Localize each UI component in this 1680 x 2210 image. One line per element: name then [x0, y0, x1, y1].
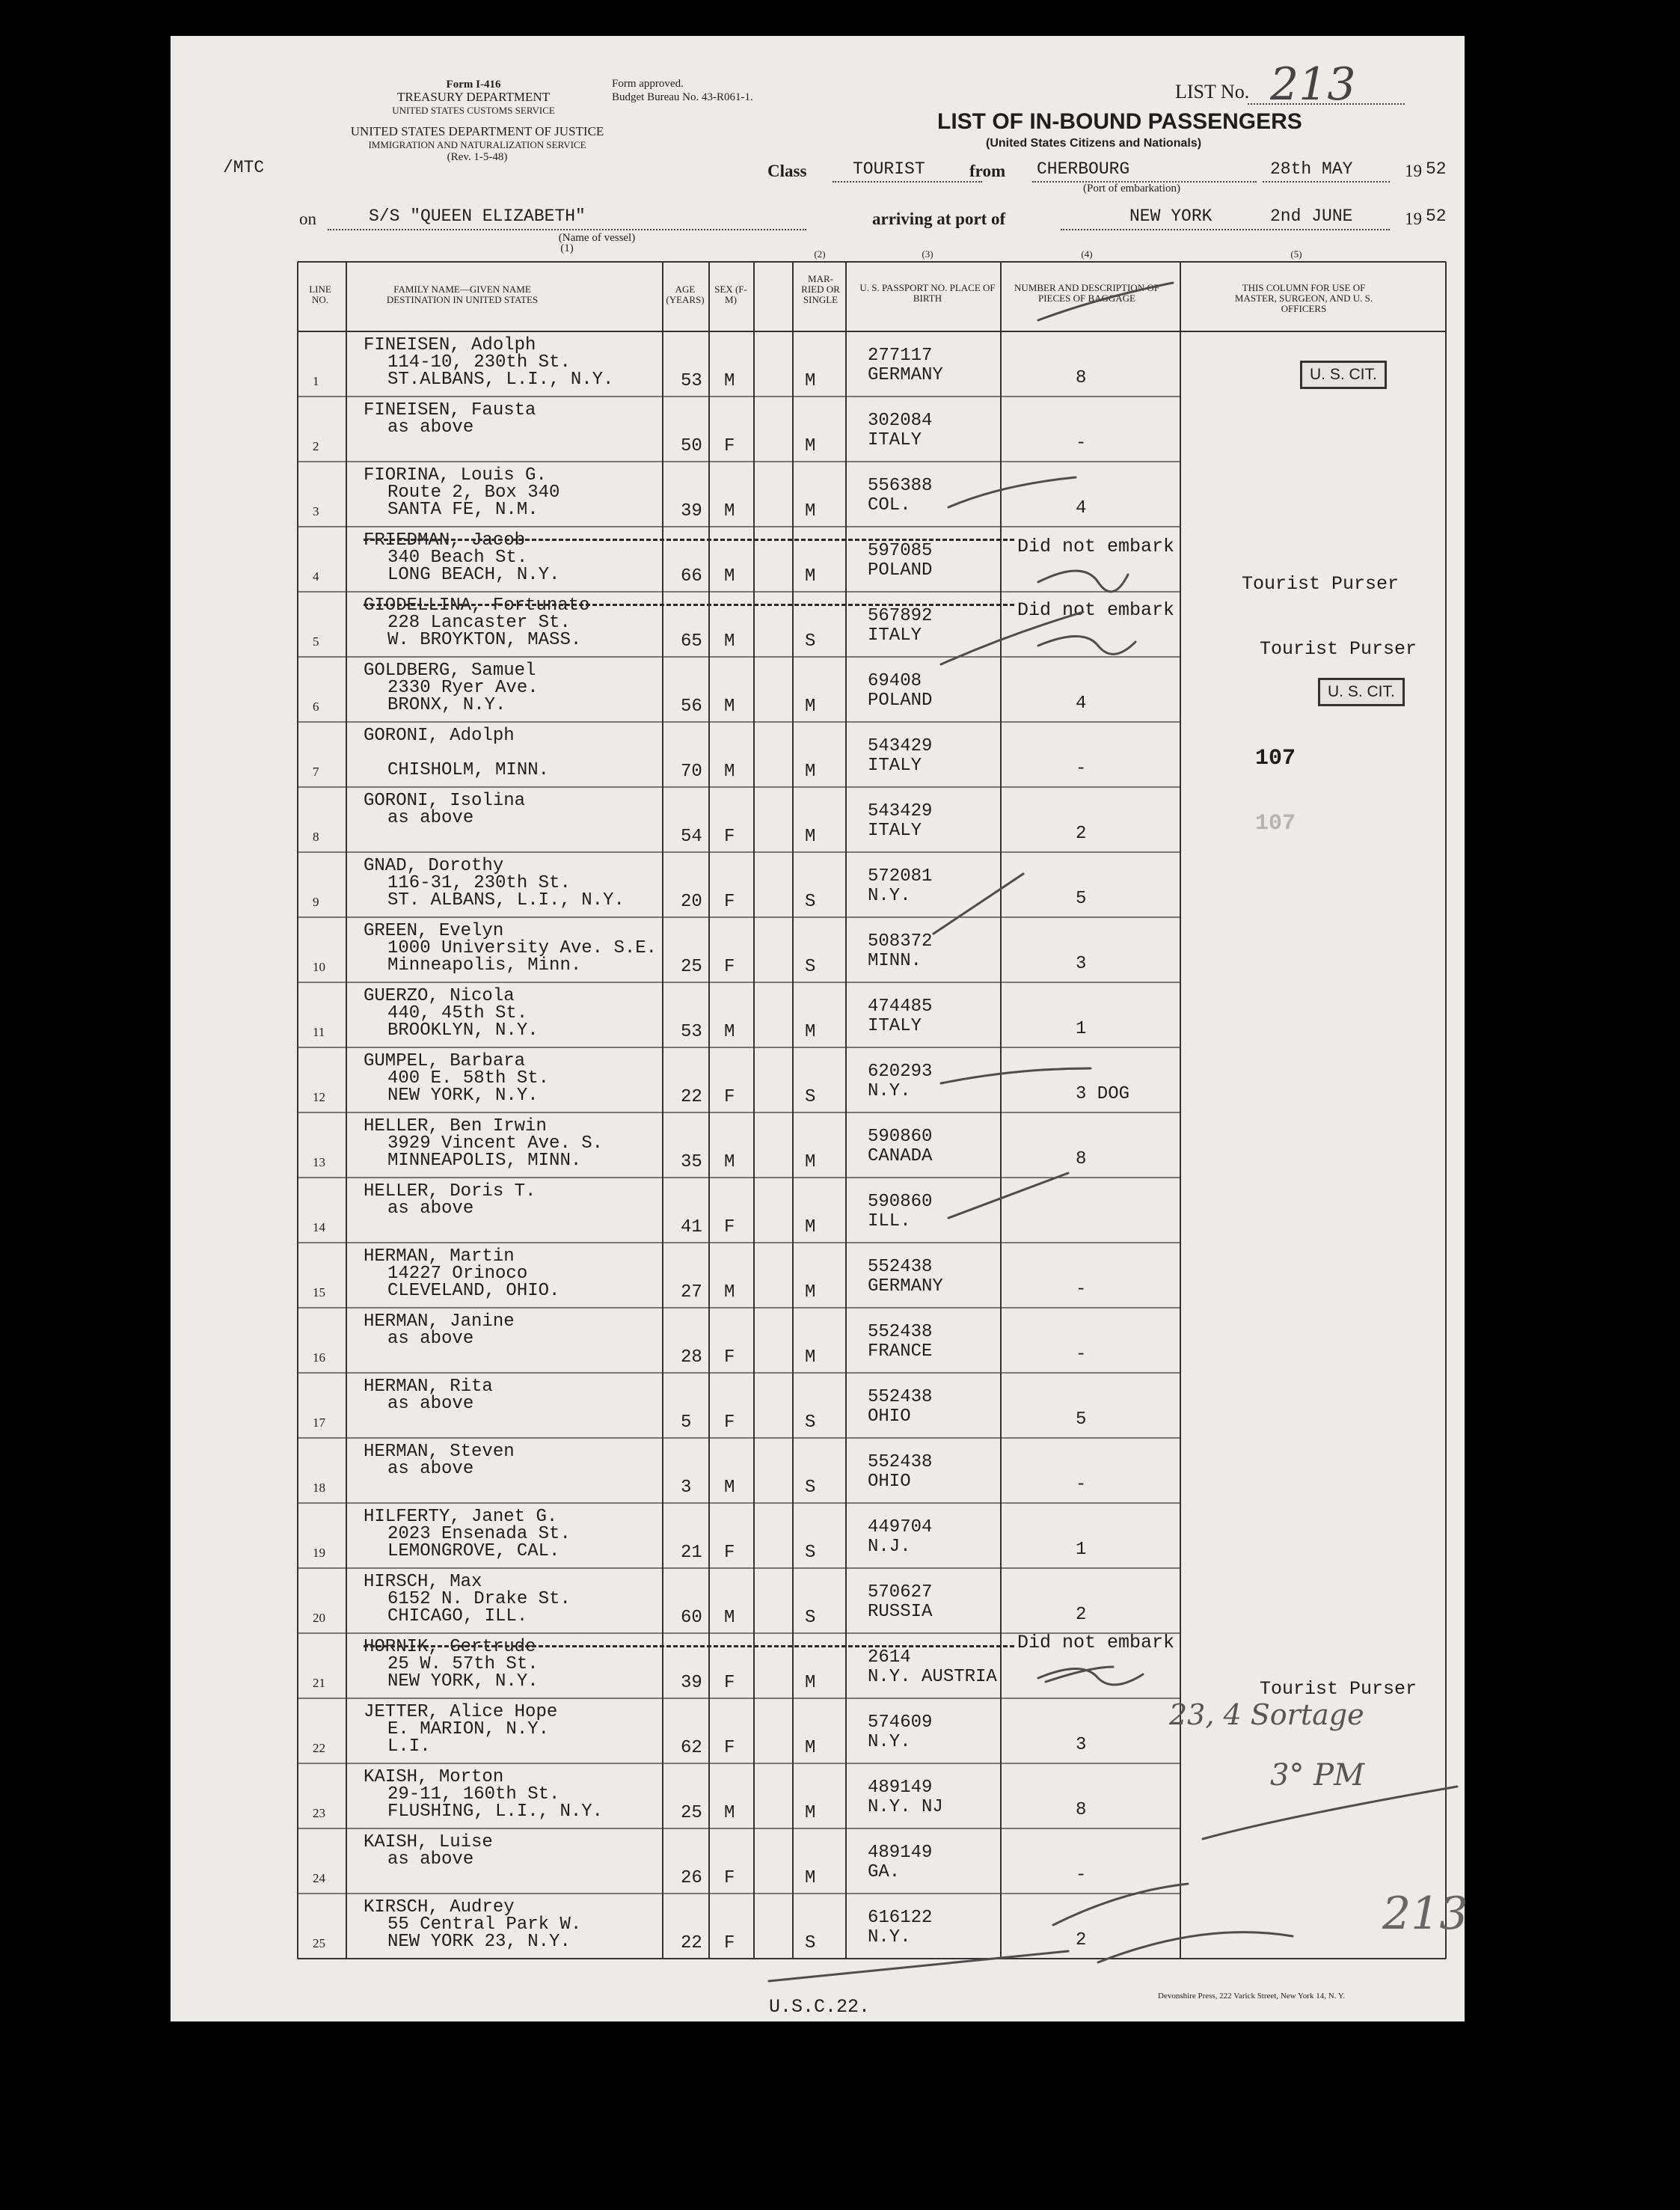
- tourist-purser-note: Tourist Purser: [1260, 638, 1417, 660]
- passport-number: 570627: [868, 1582, 933, 1603]
- address-line-1: 400 E. 58th St.: [387, 1068, 550, 1089]
- marital-status: M: [805, 1673, 816, 1693]
- passenger-name: GIODELLINA, Fortunato: [364, 596, 590, 616]
- age: 22: [681, 1933, 702, 1953]
- place-of-birth: N.Y.: [868, 1081, 911, 1101]
- line-number: 5: [313, 634, 319, 649]
- age: 3: [681, 1478, 692, 1498]
- baggage: -: [1076, 433, 1087, 453]
- ins-label: IMMIGRATION AND NATURALIZATION SERVICE: [368, 139, 586, 150]
- marital-status: M: [805, 1217, 816, 1237]
- address-line-1: 3929 Vincent Ave. S.: [387, 1133, 604, 1154]
- line-number: 16: [313, 1350, 325, 1365]
- port-caption: (Port of embarkation): [1083, 183, 1180, 195]
- address-line-1: 55 Central Park W.: [387, 1914, 582, 1935]
- col-header-passport: U. S. PASSPORT NO. PLACE OF BIRTH: [859, 282, 996, 304]
- age: 56: [681, 697, 702, 717]
- from-value: CHERBOURG: [1037, 159, 1130, 179]
- sex: F: [724, 892, 735, 912]
- address-line-2: CHISHOLM, MINN.: [387, 760, 550, 780]
- age: 62: [681, 1738, 702, 1758]
- address-line-2: L.I.: [387, 1736, 431, 1757]
- line-number: 3: [313, 504, 319, 518]
- sex: M: [724, 1608, 735, 1628]
- place-of-birth: N.Y.: [868, 886, 911, 906]
- age: 53: [681, 371, 702, 391]
- sex: F: [724, 1543, 735, 1563]
- passenger-name: GUERZO, Nicola: [364, 986, 515, 1006]
- list-no-label: LIST No.: [1175, 81, 1250, 102]
- baggage: 3: [1076, 1735, 1087, 1755]
- age: 27: [681, 1282, 702, 1303]
- marital-status: M: [805, 1347, 816, 1368]
- baggage: 5: [1076, 889, 1087, 909]
- marital-status: M: [805, 1282, 816, 1303]
- line-number: 2: [313, 439, 319, 453]
- place-of-birth: N.Y. AUSTRIA: [868, 1667, 997, 1687]
- baggage: -: [1076, 1475, 1087, 1495]
- address-line-2: BROOKLYN, N.Y.: [387, 1020, 539, 1041]
- page-title: LIST OF IN-BOUND PASSENGERS: [937, 109, 1302, 134]
- sex: F: [724, 1412, 735, 1433]
- passport-number: 277117: [868, 346, 933, 366]
- baggage: 5: [1076, 1409, 1087, 1430]
- arrival-day: 2nd JUNE: [1270, 206, 1353, 226]
- address-line-1: as above: [387, 1849, 474, 1870]
- line-number: 7: [313, 765, 319, 779]
- column-1-number: (1): [560, 242, 574, 254]
- passport-number: 590860: [868, 1127, 933, 1147]
- arrival-year-suffix: 52: [1426, 206, 1447, 226]
- age: 21: [681, 1543, 702, 1563]
- baggage: -: [1076, 1865, 1087, 1885]
- passenger-name: HELLER, Ben Irwin: [364, 1116, 547, 1136]
- revision: (Rev. 1-5-48): [447, 151, 508, 163]
- sex: F: [724, 1868, 735, 1888]
- form-approved: Form approved.: [612, 78, 684, 90]
- sex: F: [724, 1217, 735, 1237]
- line-number: 6: [313, 700, 319, 714]
- sex: M: [724, 1152, 735, 1172]
- passport-number: 552438: [868, 1322, 933, 1342]
- passenger-name: FINEISEN, Fausta: [364, 400, 536, 420]
- place-of-birth: RUSSIA: [868, 1602, 933, 1622]
- sex: F: [724, 827, 735, 847]
- address-line-1: 25 W. 57th St.: [387, 1654, 539, 1674]
- address-line-1: as above: [387, 1394, 474, 1414]
- marital-status: M: [805, 1868, 816, 1888]
- form-code: U.S.C.22.: [769, 1996, 871, 2018]
- age: 65: [681, 631, 702, 652]
- marital-status: S: [805, 1412, 816, 1433]
- passport-number: 552438: [868, 1452, 933, 1472]
- passenger-name: GOLDBERG, Samuel: [364, 661, 536, 681]
- form-number: Form I-416: [446, 79, 501, 91]
- customs-label: UNITED STATES CUSTOMS SERVICE: [392, 105, 555, 116]
- address-line-2: Minneapolis, Minn.: [387, 955, 582, 976]
- passenger-name: FIORINA, Louis G.: [364, 465, 547, 486]
- address-line-2: FLUSHING, L.I., N.Y.: [387, 1802, 604, 1822]
- line-number: 17: [313, 1415, 325, 1430]
- baggage: -: [1076, 1279, 1087, 1300]
- address-line-2: CHICAGO, ILL.: [387, 1606, 528, 1626]
- manifest-page: [171, 36, 1468, 2021]
- tourist-purser-note: Tourist Purser: [1242, 573, 1400, 595]
- place-of-birth: MINN.: [868, 951, 922, 971]
- passport-number: 556388: [868, 476, 933, 496]
- sex: F: [724, 1933, 735, 1953]
- address-line-2: ST. ALBANS, L.I., N.Y.: [387, 890, 625, 910]
- passport-number: 302084: [868, 411, 933, 431]
- passenger-name: KAISH, Luise: [364, 1832, 493, 1852]
- line-number: 25: [313, 1936, 325, 1950]
- sex: M: [724, 501, 735, 521]
- place-of-birth: N.Y.: [868, 1732, 911, 1752]
- passport-number: 69408: [868, 671, 922, 691]
- handwritten-signatures: [171, 36, 1465, 2021]
- address-line-1: 228 Lancaster St.: [387, 613, 571, 633]
- depart-year-prefix: 19: [1405, 162, 1422, 180]
- age: 41: [681, 1217, 702, 1237]
- line-number: 14: [313, 1220, 325, 1234]
- passport-number: 2614: [868, 1647, 911, 1668]
- marital-status: S: [805, 1087, 816, 1107]
- age: 26: [681, 1868, 702, 1888]
- passport-number: 620293: [868, 1062, 933, 1082]
- age: 25: [681, 1803, 702, 1823]
- marital-status: S: [805, 1933, 816, 1953]
- place-of-birth: GERMANY: [868, 365, 943, 385]
- passenger-name: HIRSCH, Max: [364, 1572, 482, 1592]
- address-line-1: 14227 Orinoco: [387, 1264, 528, 1284]
- passenger-name: GORONI, Isolina: [364, 791, 526, 811]
- depart-year-suffix: 52: [1426, 159, 1447, 179]
- marital-status: S: [805, 957, 816, 977]
- passenger-name: GORONI, Adolph: [364, 726, 515, 746]
- handwritten-page-ref: 213: [1382, 1888, 1468, 1940]
- baggage: 8: [1076, 1149, 1087, 1169]
- class-label: Class: [767, 162, 807, 180]
- address-line-1: as above: [387, 1199, 474, 1219]
- address-line-1: 2330 Ryer Ave.: [387, 678, 539, 698]
- line-number: 4: [313, 569, 319, 584]
- sex: M: [724, 371, 735, 391]
- line-number: 11: [313, 1025, 325, 1039]
- baggage: 8: [1076, 1800, 1087, 1820]
- passport-number: 567892: [868, 606, 933, 626]
- sex: F: [724, 1738, 735, 1758]
- passport-number: 543429: [868, 736, 933, 756]
- sex: F: [724, 436, 735, 456]
- address-line-1: as above: [387, 1459, 474, 1479]
- col-header-officers-num: (5): [1290, 248, 1302, 260]
- age: 20: [681, 892, 702, 912]
- baggage: 3: [1076, 954, 1087, 974]
- passport-number: 572081: [868, 866, 933, 887]
- baggage: 3 DOG: [1076, 1084, 1130, 1104]
- passenger-name: GUMPEL, Barbara: [364, 1051, 526, 1071]
- place-of-birth: CANADA: [868, 1146, 933, 1166]
- age: 70: [681, 762, 702, 782]
- address-line-1: E. MARION, N.Y.: [387, 1719, 550, 1739]
- address-line-1: 1000 University Ave. S.E.: [387, 938, 657, 958]
- passenger-name: HERMAN, Steven: [364, 1442, 515, 1462]
- address-line-1: 440, 45th St.: [387, 1003, 528, 1023]
- baggage: 2: [1076, 1930, 1087, 1950]
- passenger-name: HORNIK, Gertrude: [364, 1637, 536, 1657]
- marital-status: M: [805, 436, 816, 456]
- passport-number: 489149: [868, 1778, 933, 1798]
- passport-number: 590860: [868, 1192, 933, 1212]
- depart-day: 28th MAY: [1270, 159, 1353, 179]
- line-number: 15: [313, 1285, 325, 1300]
- officer-note: 107: [1255, 811, 1296, 836]
- age: 35: [681, 1152, 702, 1172]
- age: 53: [681, 1022, 702, 1042]
- baggage: -: [1076, 759, 1087, 779]
- address-line-1: 6152 N. Drake St.: [387, 1589, 571, 1609]
- line-number: 18: [313, 1481, 325, 1495]
- place-of-birth: ITALY: [868, 430, 922, 450]
- col-header-married-num: (2): [814, 248, 826, 260]
- marital-status: M: [805, 1152, 816, 1172]
- place-of-birth: N.Y.: [868, 1927, 911, 1947]
- col-header-officers: THIS COLUMN FOR USE OF MASTER, SURGEON, AND U. S. OFFICERS: [1234, 282, 1373, 314]
- passenger-name: JETTER, Alice Hope: [364, 1702, 558, 1722]
- col-header-baggage: NUMBER AND DESCRIPTION OF PIECES OF BAGGAGE: [1014, 282, 1159, 304]
- place-of-birth: N.J.: [868, 1537, 911, 1557]
- passport-number: 552438: [868, 1387, 933, 1407]
- marital-status: M: [805, 697, 816, 717]
- line-number: 21: [313, 1676, 325, 1690]
- baggage: 2: [1076, 1605, 1087, 1625]
- place-of-birth: GERMANY: [868, 1276, 943, 1297]
- address-line-1: 340 Beach St.: [387, 548, 528, 568]
- address-line-1: as above: [387, 417, 474, 438]
- age: 54: [681, 827, 702, 847]
- marital-status: S: [805, 1608, 816, 1628]
- line-number: 9: [313, 895, 319, 909]
- marital-status: S: [805, 892, 816, 912]
- printer-imprint: Devonshire Press, 222 Varick Street, New York 14, N. Y.: [1158, 1992, 1346, 2001]
- sex: M: [724, 762, 735, 782]
- address-line-1: Route 2, Box 340: [387, 483, 560, 503]
- passport-number: 449704: [868, 1517, 933, 1537]
- sex: F: [724, 1087, 735, 1107]
- place-of-birth: ITALY: [868, 756, 922, 776]
- mtc-mark: /MTC: [223, 158, 265, 177]
- address-line-1: 29-11, 160th St.: [387, 1784, 560, 1805]
- address-line-1: 2023 Ensenada St.: [387, 1524, 571, 1544]
- line-number: 24: [313, 1871, 325, 1885]
- marital-status: M: [805, 566, 816, 587]
- col-header-line: LINE NO.: [309, 284, 331, 305]
- sex: F: [724, 957, 735, 977]
- marital-status: M: [805, 762, 816, 782]
- us-cit-stamp: U. S. CIT.: [1318, 678, 1405, 706]
- place-of-birth: GA.: [868, 1862, 901, 1882]
- line-number: 20: [313, 1611, 325, 1625]
- address-line-2: CLEVELAND, OHIO.: [387, 1281, 560, 1301]
- sex: M: [724, 631, 735, 652]
- marital-status: M: [805, 1738, 816, 1758]
- place-of-birth: POLAND: [868, 691, 933, 711]
- passport-number: 508372: [868, 931, 933, 952]
- passenger-name: HELLER, Doris T.: [364, 1181, 536, 1202]
- place-of-birth: ITALY: [868, 821, 922, 841]
- place-of-birth: ITALY: [868, 1016, 922, 1036]
- sex: F: [724, 1673, 735, 1693]
- address-line-2: NEW YORK, N.Y.: [387, 1086, 539, 1106]
- line-number: 19: [313, 1546, 325, 1560]
- address-line-2: SANTA FE, N.M.: [387, 500, 539, 520]
- line-number: 8: [313, 830, 319, 844]
- age: 25: [681, 957, 702, 977]
- address-line-1: 116-31, 230th St.: [387, 873, 571, 893]
- address-line-2: W. BROYKTON, MASS.: [387, 630, 582, 650]
- list-no-value: 213: [1270, 58, 1356, 111]
- sex: M: [724, 1282, 735, 1303]
- passenger-name: HERMAN, Janine: [364, 1311, 515, 1332]
- passport-number: 616122: [868, 1908, 933, 1928]
- age: 39: [681, 1673, 702, 1693]
- arrival-year-prefix: 19: [1405, 209, 1422, 228]
- address-line-2: BRONX, N.Y.: [387, 695, 506, 715]
- did-not-embark-note: Did not embark: [1017, 599, 1175, 621]
- passenger-name: FRIEDMAN, Jacob: [364, 530, 526, 551]
- place-of-birth: OHIO: [868, 1406, 911, 1427]
- us-cit-stamp: U. S. CIT.: [1300, 361, 1387, 389]
- line-number: 13: [313, 1155, 325, 1169]
- place-of-birth: COL.: [868, 495, 911, 515]
- handwritten-time: 3° PM: [1270, 1758, 1365, 1793]
- passport-number: 597085: [868, 541, 933, 561]
- col-header-name: FAMILY NAME—GIVEN NAME DESTINATION IN UNITED STATES: [386, 284, 539, 305]
- baggage: 1: [1076, 1019, 1087, 1039]
- doj-label: UNITED STATES DEPARTMENT OF JUSTICE: [350, 124, 604, 138]
- address-line-1: as above: [387, 808, 474, 828]
- passenger-name: GREEN, Evelyn: [364, 921, 504, 941]
- address-line-2: NEW YORK 23, N.Y.: [387, 1932, 571, 1952]
- line-number: 22: [313, 1741, 325, 1755]
- sex: F: [724, 1347, 735, 1368]
- class-value: TOURIST: [853, 159, 925, 179]
- age: 22: [681, 1087, 702, 1107]
- from-label: from: [969, 162, 1006, 180]
- on-label: on: [299, 209, 316, 228]
- place-of-birth: FRANCE: [868, 1341, 933, 1362]
- passenger-name: KIRSCH, Audrey: [364, 1897, 515, 1917]
- tourist-purser-note: Tourist Purser: [1260, 1678, 1417, 1700]
- page-subtitle: (United States Citizens and Nationals): [986, 137, 1202, 150]
- passenger-name: HILFERTY, Janet G.: [364, 1507, 558, 1527]
- age: 66: [681, 566, 702, 587]
- line-number: 1: [313, 374, 319, 388]
- treasury-label: TREASURY DEPARTMENT: [396, 90, 551, 104]
- sex: M: [724, 1478, 735, 1498]
- col-header-passport-num: (3): [922, 248, 933, 260]
- arrival-port: NEW YORK: [1129, 206, 1213, 226]
- baggage: 2: [1076, 824, 1087, 844]
- baggage: -: [1076, 1344, 1087, 1365]
- age: 60: [681, 1608, 702, 1628]
- passport-number: 489149: [868, 1843, 933, 1863]
- baggage: 4: [1076, 694, 1087, 714]
- passport-number: 543429: [868, 801, 933, 821]
- place-of-birth: POLAND: [868, 560, 933, 581]
- line-number: 23: [313, 1806, 325, 1820]
- passenger-name: GNAD, Dorothy: [364, 856, 504, 876]
- baggage: 1: [1076, 1540, 1087, 1560]
- marital-status: S: [805, 1478, 816, 1498]
- officer-note: 107: [1255, 746, 1296, 771]
- age: 28: [681, 1347, 702, 1368]
- address-line-2: LEMONGROVE, CAL.: [387, 1541, 560, 1561]
- place-of-birth: ILL.: [868, 1211, 911, 1231]
- line-number: 10: [313, 960, 325, 974]
- place-of-birth: OHIO: [868, 1472, 911, 1492]
- vessel-name: S/S "QUEEN ELIZABETH": [369, 206, 586, 226]
- baggage: 4: [1076, 498, 1087, 518]
- sex: M: [724, 697, 735, 717]
- passenger-name: HERMAN, Rita: [364, 1377, 493, 1397]
- handwritten-note: 23, 4 Sortage: [1169, 1698, 1364, 1731]
- passenger-name: FINEISEN, Adolph: [364, 335, 536, 355]
- did-not-embark-note: Did not embark: [1017, 1632, 1175, 1653]
- marital-status: M: [805, 371, 816, 391]
- vessel-caption: (Name of vessel): [558, 232, 636, 244]
- marital-status: M: [805, 1803, 816, 1823]
- arriving-label: arriving at port of: [872, 209, 1006, 228]
- passenger-name: HERMAN, Martin: [364, 1246, 515, 1267]
- sex: M: [724, 1803, 735, 1823]
- budget-bureau: Budget Bureau No. 43-R061-1.: [612, 91, 753, 103]
- age: 39: [681, 501, 702, 521]
- age: 50: [681, 436, 702, 456]
- line-number: 12: [313, 1090, 325, 1104]
- col-header-baggage-num: (4): [1081, 248, 1093, 260]
- place-of-birth: ITALY: [868, 625, 922, 646]
- marital-status: M: [805, 827, 816, 847]
- did-not-embark-note: Did not embark: [1017, 536, 1175, 557]
- passport-number: 474485: [868, 997, 933, 1017]
- address-line-2: LONG BEACH, N.Y.: [387, 565, 560, 585]
- address-line-1: as above: [387, 1329, 474, 1349]
- marital-status: M: [805, 1022, 816, 1042]
- address-line-2: MINNEAPOLIS, MINN.: [387, 1151, 582, 1171]
- address-line-2: NEW YORK, N.Y.: [387, 1671, 539, 1692]
- passport-number: 552438: [868, 1257, 933, 1277]
- sex: M: [724, 1022, 735, 1042]
- marital-status: M: [805, 501, 816, 521]
- sex: M: [724, 566, 735, 587]
- col-header-age: AGE (YEARS): [666, 284, 705, 305]
- col-header-married: MAR-RIED OR SINGLE: [801, 273, 840, 305]
- passport-number: 574609: [868, 1712, 933, 1733]
- marital-status: S: [805, 1543, 816, 1563]
- address-line-2: ST.ALBANS, L.I., N.Y.: [387, 370, 614, 390]
- age: 5: [681, 1412, 692, 1433]
- passenger-name: KAISH, Morton: [364, 1767, 504, 1787]
- marital-status: S: [805, 631, 816, 652]
- baggage: 8: [1076, 368, 1087, 388]
- place-of-birth: N.Y. NJ: [868, 1797, 943, 1817]
- col-header-sex: SEX (F-M): [714, 284, 747, 305]
- address-line-1: 114-10, 230th St.: [387, 352, 571, 373]
